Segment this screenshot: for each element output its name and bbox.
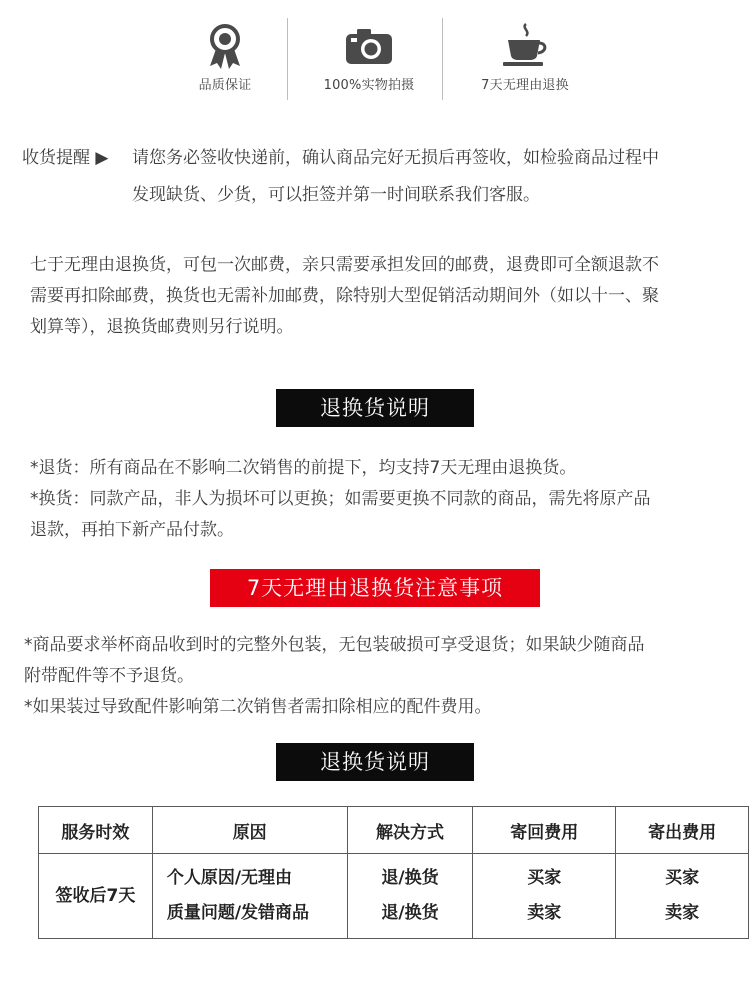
table-cell-solutions xyxy=(347,854,473,939)
table-header-cell: 服务时效 xyxy=(39,807,153,854)
coffee-cup-icon xyxy=(497,22,553,70)
reason-item: 个人原因/无理由 xyxy=(166,868,293,888)
table-header-cell: 原因 xyxy=(152,807,347,854)
table-header-cell: 解决方式 xyxy=(347,807,473,854)
rule-line: *换货：同款产品，非人为损坏可以更换；如需要更换不同款的商品，需先将原产品 xyxy=(30,489,651,509)
table-header-cell: 寄出费用 xyxy=(616,807,749,854)
feature-divider xyxy=(442,18,443,100)
section-banner-return-explanation: 退换货说明 xyxy=(276,389,474,427)
feature-real-photo-label: 100%实物拍摄 xyxy=(323,78,415,93)
award-ribbon-icon xyxy=(197,22,253,70)
notice-body xyxy=(132,140,732,214)
table-cell-reasons xyxy=(152,854,347,939)
feature-quality-label: 品质保证 xyxy=(198,78,252,93)
send-fee-item: 卖家 xyxy=(665,903,700,923)
solution-item: 退/换货 xyxy=(381,903,439,923)
table-cell-send-fee xyxy=(616,854,749,939)
rule-line: *如果装过导致配件影响第二次销售者需扣除相应的配件费用。 xyxy=(24,697,492,717)
feature-quality xyxy=(150,14,300,104)
feature-real-photo xyxy=(294,14,444,104)
solution-item: 退/换货 xyxy=(381,868,439,888)
table-cell-return-fee xyxy=(473,854,616,939)
paragraph-line: 划算等），退换货邮费则另行说明。 xyxy=(30,317,294,337)
table-header-row xyxy=(39,807,749,854)
notice-line: 请您务必签收快递前，确认商品完好无损后再签收，如检验商品过程中 xyxy=(132,148,659,168)
seven-day-notes xyxy=(24,630,734,723)
send-fee-item: 买家 xyxy=(665,868,700,888)
feature-return-label: 7天无理由退换 xyxy=(481,78,569,93)
paragraph-line: 需要再扣除邮费，换货也无需补加邮费，除特别大型促销活动期间外（如以十一、聚 xyxy=(30,286,659,306)
section-banner-return-explanation: 退换货说明 xyxy=(276,743,474,781)
reason-item: 质量问题/发错商品 xyxy=(166,903,310,923)
feature-strip xyxy=(150,14,600,104)
table-cell-period: 签收后7天 xyxy=(39,854,153,939)
rule-line: 附带配件等不予退货。 xyxy=(24,666,194,686)
feature-return xyxy=(450,14,600,104)
camera-icon xyxy=(341,22,397,70)
notice-heading: 收货提醒 ▶ xyxy=(22,148,109,168)
return-fee-item: 卖家 xyxy=(527,903,562,923)
notice-line: 发现缺货、少货，可以拒签并第一时间联系我们客服。 xyxy=(132,185,540,205)
service-table xyxy=(38,806,749,939)
refund-policy-paragraph xyxy=(30,250,740,343)
rule-line: *商品要求举杯商品收到时的完整外包装，无包装破损可享受退货；如果缺少随商品 xyxy=(24,635,645,655)
table-row xyxy=(39,854,749,939)
section-banner-7day-notes: 7天无理由退换货注意事项 xyxy=(210,569,540,607)
feature-divider xyxy=(287,18,288,100)
rule-line: 退款，再拍下新产品付款。 xyxy=(30,520,234,540)
return-fee-item: 买家 xyxy=(527,868,562,888)
receipt-notice xyxy=(22,140,732,205)
table-header-cell: 寄回费用 xyxy=(473,807,616,854)
rule-line: *退货：所有商品在不影响二次销售的前提下，均支持7天无理由退换货。 xyxy=(30,458,577,478)
paragraph-line: 七于无理由退换货，可包一次邮费，亲只需要承担发回的邮费，退费即可全额退款不 xyxy=(30,255,659,275)
return-exchange-rules xyxy=(30,453,740,546)
